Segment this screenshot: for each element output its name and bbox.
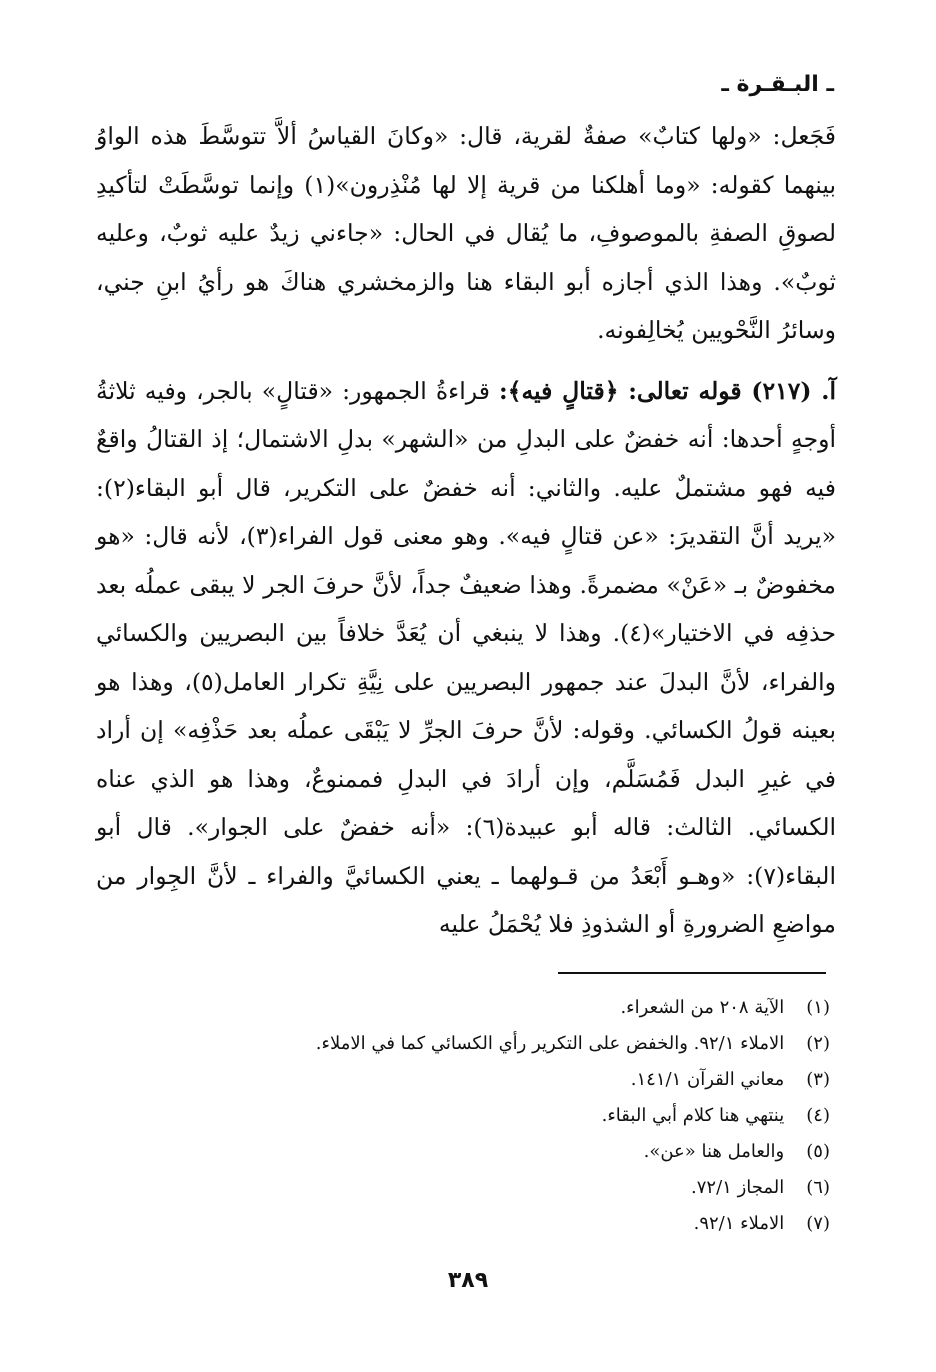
footnote-item xyxy=(130,1134,830,1170)
footnote-divider xyxy=(558,972,826,974)
footnote-item xyxy=(130,1062,830,1098)
footnote-item xyxy=(130,990,830,1026)
paragraph-1: فَجَعل: «ولها كتابٌ» صفةٌ لقرية، قال: «وكانَ القياسُ ألاَّ تتوسَّطَ هذه الواوُ بينهما كقوله: «وما أهلكنا من قرية إلا لها مُنْذِرون»(١) وإنما توسَّطَتْ لتأكيدِ لصوقِ الصفةِ بالموصوفِ، ما يُقال في الحال: «جاءني زيدٌ عليه ثوبٌ، وعليه ثوبٌ». وهذا الذي أجازه أبو البقاء هنا والزمخشري هناكَ هو رأيُ ابنِ جني، وسائرُ النَّحْويين يُخالِفونه. xyxy=(96,122,836,344)
paragraph-2 xyxy=(96,367,836,949)
footnote-number: (٦) xyxy=(806,1177,830,1198)
footnote-text: ينتهي هنا كلام أبي البقاء. xyxy=(601,1105,785,1126)
footnote-text: معاني القرآن ١٤١/١. xyxy=(630,1069,785,1090)
footnote-number: (٢) xyxy=(806,1033,830,1054)
footnote-text: المجاز ٧٢/١. xyxy=(691,1177,785,1198)
verse-heading: آ. (٢١٧) قوله تعالى: ﴿قتالٍ فيه﴾: xyxy=(499,376,836,405)
footnote-item xyxy=(130,1098,830,1134)
paragraph-2-text: قراءةُ الجمهور: «قتالٍ» بالجر، وفيه ثلاثةُ أوجهٍ أحدها: أنه خفضٌ على البدلِ من «الشهر» بدلِ الاشتمال؛ إذ القتالُ واقعٌ فيه فهو مشتملٌ عليه. والثاني: أنه خفضٌ على التكرير، قال أبو البقاء(٢): «يريد أنَّ التقديرَ: «عن قتالٍ فيه». وهو معنى قول الفراء(٣)، لأنه قال: «هو مخفوضٌ بـ «عَنْ» مضمرةً. وهذا ضعيفٌ جداً، لأنَّ حرفَ الجر لا يبقى عملُه بعد حذفِه في الاختيار»(٤). وهذا لا ينبغي أن يُعَدَّ خلافاً بين البصريين والكسائي والفراء، لأنَّ البدلَ عند جمهور البصريين على نِيَّةِ تكرار العامل(٥)، وهذا هو بعينه قولُ الكسائي. وقوله: لأنَّ حرفَ الجرِّ لا يَبْقَى عملُه بعد حَذْفِه» إن أراد في غيرِ البدل فَمُسَلَّم، وإن أرادَ في البدلِ فممنوعٌ، وهذا هو الذي عناه الكسائي. الثالث: قاله أبو عبيدة(٦): «أنه خفضٌ على الجوار». قال أبو البقاء(٧): «وهـو أَبْعَدُ من قـولهما ـ يعني الكسائيَّ والفراء ـ لأنَّ الجِوار من مواضعِ الضرورةِ أو الشذوذِ فلا يُحْمَلُ عليه xyxy=(96,376,837,938)
footnote-number: (١) xyxy=(806,997,830,1018)
footnote-text: والعامل هنا «عن». xyxy=(643,1141,785,1162)
footnote-item xyxy=(130,1026,830,1062)
footnote-text: الاملاء ٩٢/١. xyxy=(693,1213,785,1234)
main-text xyxy=(96,112,836,949)
page-number: ٣٨٩ xyxy=(447,1268,489,1293)
footnote-number: (٤) xyxy=(806,1105,830,1126)
footnote-text: الاملاء ٩٢/١. والخفض على التكرير رأي الكسائي كما في الاملاء. xyxy=(315,1033,785,1054)
footnote-item xyxy=(130,1206,830,1242)
footnote-number: (٧) xyxy=(806,1213,830,1234)
footnote-item xyxy=(130,1170,830,1206)
footnote-text: الآية ٢٠٨ من الشعراء. xyxy=(620,997,785,1018)
footnote-number: (٥) xyxy=(806,1141,830,1162)
footnote-number: (٣) xyxy=(806,1069,830,1090)
running-header: ـ البـقـرة ـ xyxy=(721,72,834,97)
footnotes-list xyxy=(130,990,830,1242)
